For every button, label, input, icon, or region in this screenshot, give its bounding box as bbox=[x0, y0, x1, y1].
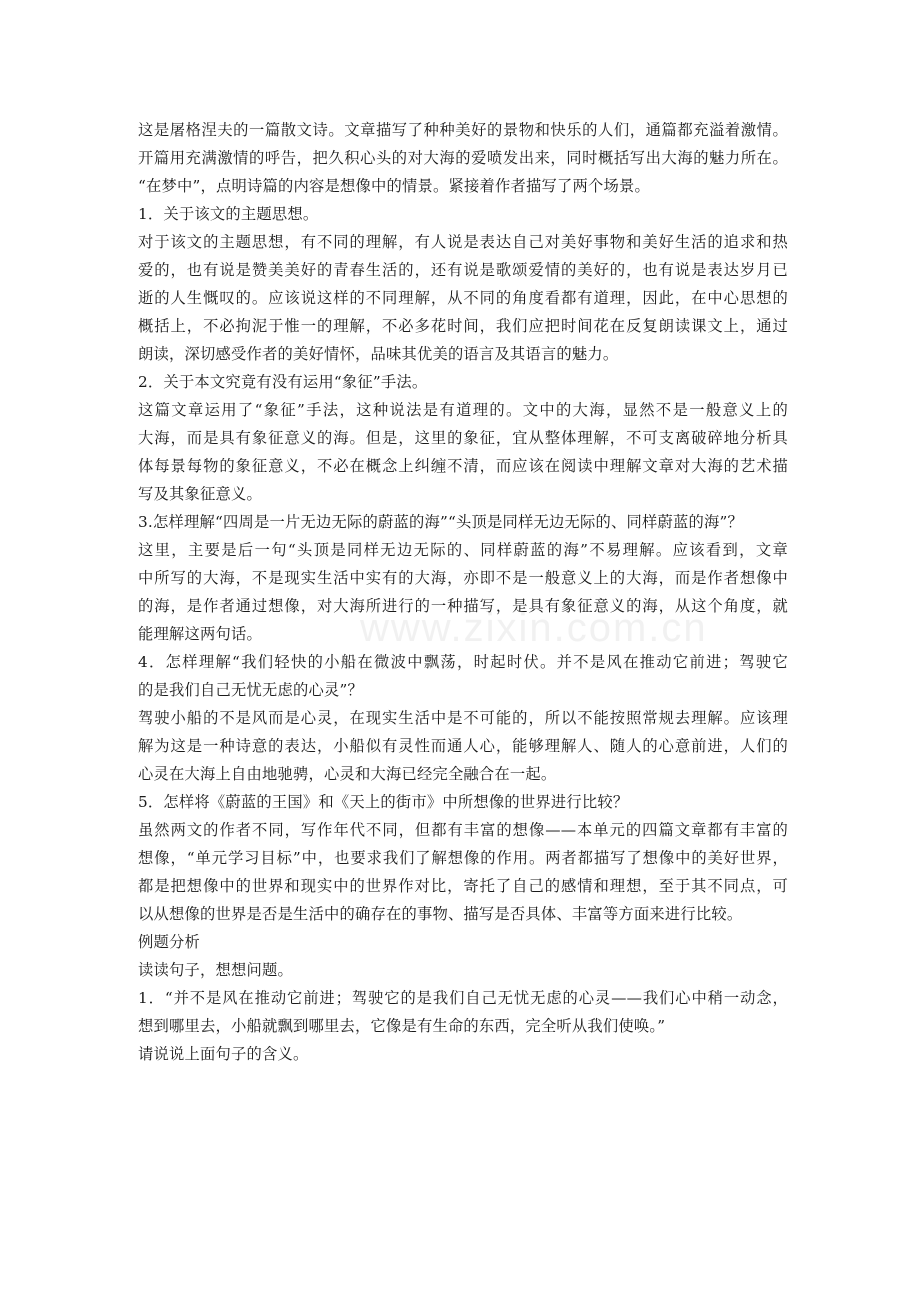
text-line-11: 这篇文章运用了“象征”手法，这种说法是有道理的。文中的大海，显然不是一般意义上的 bbox=[138, 401, 788, 419]
text-line-21: 的是我们自己无忧无虑的心灵”？ bbox=[138, 681, 363, 699]
example-line-2: 想到哪里去，小船就飘到哪里去，它像是有生命的东西，完全听从我们使唤。” bbox=[138, 1017, 666, 1035]
text-line-29: 以从想像的世界是否是生活中的确存在的事物、描写是否具体、丰富等方面来进行比较。 bbox=[138, 905, 743, 923]
text-line-31: 读读句子，想想问题。 bbox=[138, 961, 293, 979]
text-line-28: 都是把想像中的世界和现实中的世界作对比，寄托了自己的感情和理想，至于其不同点，可 bbox=[138, 877, 788, 895]
text-line-18: 的海，是作者通过想像，对大海所进行的一种描写，是具有象征意义的海，从这个角度，就 bbox=[138, 597, 788, 615]
question-heading-5: 5．怎样将《蔚蓝的王国》和《天上的街市》中所想像的世界进行比较？ bbox=[138, 793, 629, 811]
question-heading-1: 1．关于该文的主题思想。 bbox=[138, 205, 319, 223]
text-line-23: 解为这是一种诗意的表达，小船似有灵性而通人心，能够理解人、随人的心意前进，人们的 bbox=[138, 737, 788, 755]
text-line-14: 写及其象征意义。 bbox=[138, 485, 262, 503]
text-line-8: 概括上，不必拘泥于惟一的理解，不必多花时间，我们应把时间花在反复朗读课文上，通过 bbox=[138, 317, 788, 335]
text-line-13: 体每景每物的象征意义，不必在概念上纠缠不清，而应该在阅读中理解文章对大海的艺术描 bbox=[138, 457, 788, 475]
text-line-3: “在梦中”，点明诗篇的内容是想像中的情景。紧接着作者描写了两个场景。 bbox=[138, 177, 650, 195]
text-line-17: 中所写的大海，不是现实生活中实有的大海，亦即不是一般意义上的大海，而是作者想像中 bbox=[138, 569, 788, 587]
text-line-27: 想像，“单元学习目标”中，也要求我们了解想像的作用。两者都描写了想像中的美好世界， bbox=[138, 849, 788, 867]
section-heading-examples: 例题分析 bbox=[138, 933, 200, 951]
text-line-6: 爱的，也有说是赞美美好的青春生活的，还有说是歌颂爱情的美好的，也有说是表达岁月已 bbox=[138, 261, 788, 279]
example-line-1: 1．“并不是风在推动它前进；驾驶它的是我们自己无忧无虑的心灵——我们心中稍一动念， bbox=[138, 989, 788, 1007]
text-line-22: 驾驶小船的不是风而是心灵，在现实生活中是不可能的，所以不能按照常规去理解。应该理 bbox=[138, 709, 788, 727]
text-line-26: 虽然两文的作者不同，写作年代不同，但都有丰富的想像——本单元的四篇文章都有丰富的 bbox=[138, 821, 788, 839]
text-line-5: 对于该文的主题思想，有不同的理解，有人说是表达自己对美好事物和美好生活的追求和热 bbox=[138, 233, 788, 251]
text-line-24: 心灵在大海上自由地驰骋，心灵和大海已经完全融合在一起。 bbox=[138, 765, 557, 783]
question-heading-4: 4．怎样理解“我们轻快的小船在微波中飘荡，时起时伏。并不是风在推动它前进；驾驶它 bbox=[138, 653, 788, 671]
example-question: 请说说上面句子的含义。 bbox=[138, 1045, 309, 1063]
watermark: www.zixin.com.cn bbox=[360, 606, 708, 650]
text-line-9: 朗读，深切感受作者的美好情怀，品味其优美的语言及其语言的魅力。 bbox=[138, 345, 619, 363]
question-heading-3: 3.怎样理解“四周是一片无边无际的蔚蓝的海”“头顶是同样无边无际的、同样蔚蓝的海”？ bbox=[138, 513, 743, 531]
text-line-7: 逝的人生慨叹的。应该说这样的不同理解，从不同的角度看都有道理，因此，在中心思想的 bbox=[138, 289, 788, 307]
text-line-12: 大海，而是具有象征意义的海。但是，这里的象征，宜从整体理解，不可支离破碎地分析具 bbox=[138, 429, 788, 447]
text-line-2: 开篇用充满激情的呼告，把久积心头的对大海的爱喷发出来，同时概括写出大海的魅力所在。 bbox=[138, 149, 788, 167]
text-line-19: 能理解这两句话。 bbox=[138, 625, 262, 643]
text-line-16: 这里，主要是后一句“头顶是同样无边无际的、同样蔚蓝的海”不易理解。应该看到，文章 bbox=[138, 541, 788, 559]
question-heading-2: 2．关于本文究竟有没有运用“象征”手法。 bbox=[138, 373, 428, 391]
text-line-1: 这是屠格涅夫的一篇散文诗。文章描写了种种美好的景物和快乐的人们，通篇都充溢着激情。 bbox=[138, 121, 788, 139]
document-body bbox=[138, 116, 788, 1068]
